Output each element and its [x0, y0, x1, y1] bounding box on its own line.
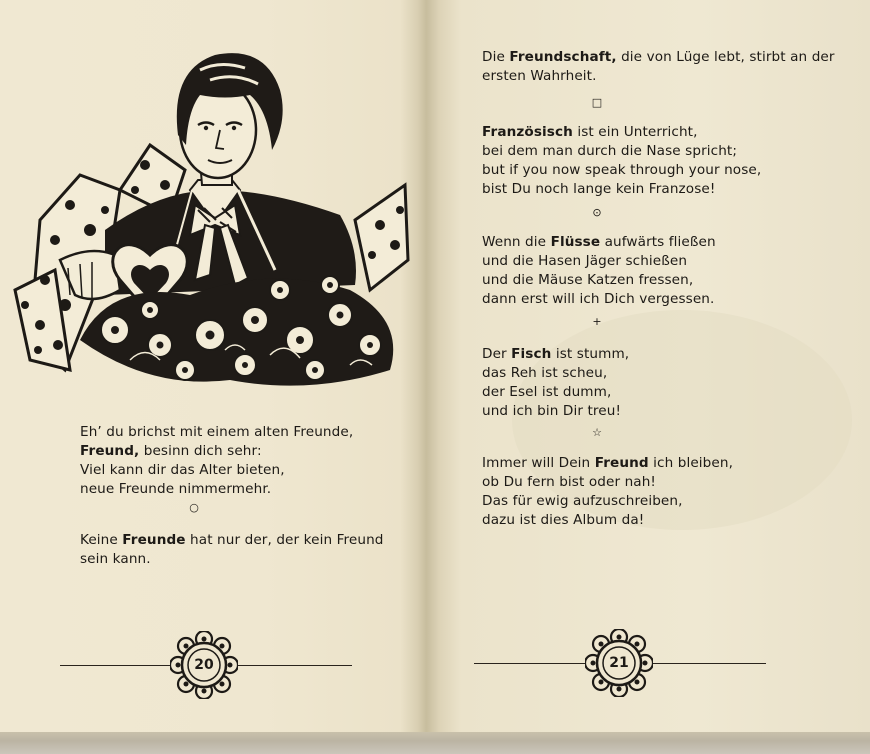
scan-bottom-edge — [0, 732, 870, 754]
right-verse-3 — [482, 233, 716, 309]
right-verse-2-line-4: bist Du noch lange kein Franzose! — [482, 181, 716, 197]
left-separator-circle: ○ — [189, 501, 199, 514]
right-page-number: 21 — [609, 655, 629, 671]
right-verse-4-line-3: der Esel ist dumm, — [482, 384, 612, 400]
left-verse-1 — [80, 423, 353, 499]
right-separator-plus: + — [592, 315, 602, 328]
right-verse-5-line-1: Immer will Dein Freund ich bleiben, — [482, 455, 734, 471]
right-verse-2-line-1: Französisch ist ein Unterricht, — [482, 124, 698, 140]
right-verse-2 — [482, 123, 761, 199]
right-verse-5-line-2: ob Du fern bist oder nah! — [482, 474, 656, 490]
left-verse-1-line-4: neue Freunde nimmermehr. — [80, 481, 272, 497]
left-page — [0, 0, 412, 732]
right-verse-1 — [482, 48, 835, 86]
right-page — [412, 0, 870, 732]
right-verse-4 — [482, 345, 629, 421]
right-verse-2-line-2: bei dem man durch die Nase spricht; — [482, 143, 738, 159]
left-page-number: 20 — [194, 657, 214, 673]
right-page-number-badge — [585, 629, 653, 697]
left-verse-2 — [80, 531, 384, 569]
left-verse-1-line-1: Eh’ du brichst mit einem alten Freunde, — [80, 424, 354, 440]
right-verse-5-line-3: Das für ewig aufzuschreiben, — [482, 493, 683, 509]
right-verse-3-line-4: dann erst will ich Dich vergessen. — [482, 291, 715, 307]
right-verse-5 — [482, 454, 733, 530]
left-verse-2-line-1: Keine Freunde hat nur der, der kein Freund — [80, 532, 384, 548]
right-separator-square: □ — [591, 96, 603, 109]
right-verse-5-line-4: dazu ist dies Album da! — [482, 512, 645, 528]
right-verse-1-line-2: ersten Wahrheit. — [482, 68, 597, 84]
right-verse-3-line-3: und die Mäuse Katzen fressen, — [482, 272, 694, 288]
right-verse-4-line-4: und ich bin Dir treu! — [482, 403, 622, 419]
right-verse-2-line-3: but if you now speak through your nose, — [482, 162, 762, 178]
right-verse-3-line-2: und die Hasen Jäger schießen — [482, 253, 688, 269]
right-verse-4-line-1: Der Fisch ist stumm, — [482, 346, 630, 362]
right-separator-star: ☆ — [592, 426, 602, 439]
left-verse-1-line-3: Viel kann dir das Alter bieten, — [80, 462, 285, 478]
left-verse-1-line-2: Freund, besinn dich sehr: — [80, 443, 262, 459]
right-verse-4-line-2: das Reh ist scheu, — [482, 365, 608, 381]
left-verse-2-line-2: sein kann. — [80, 551, 151, 567]
left-page-number-badge — [170, 631, 238, 699]
right-verse-3-line-1: Wenn die Flüsse aufwärts fließen — [482, 234, 716, 250]
boy-with-flowers-illustration — [10, 40, 410, 395]
right-separator-dot-circle: ⊙ — [592, 206, 602, 219]
right-verse-1-line-1: Die Freundschaft, die von Lüge lebt, stirbt an der — [482, 49, 835, 65]
